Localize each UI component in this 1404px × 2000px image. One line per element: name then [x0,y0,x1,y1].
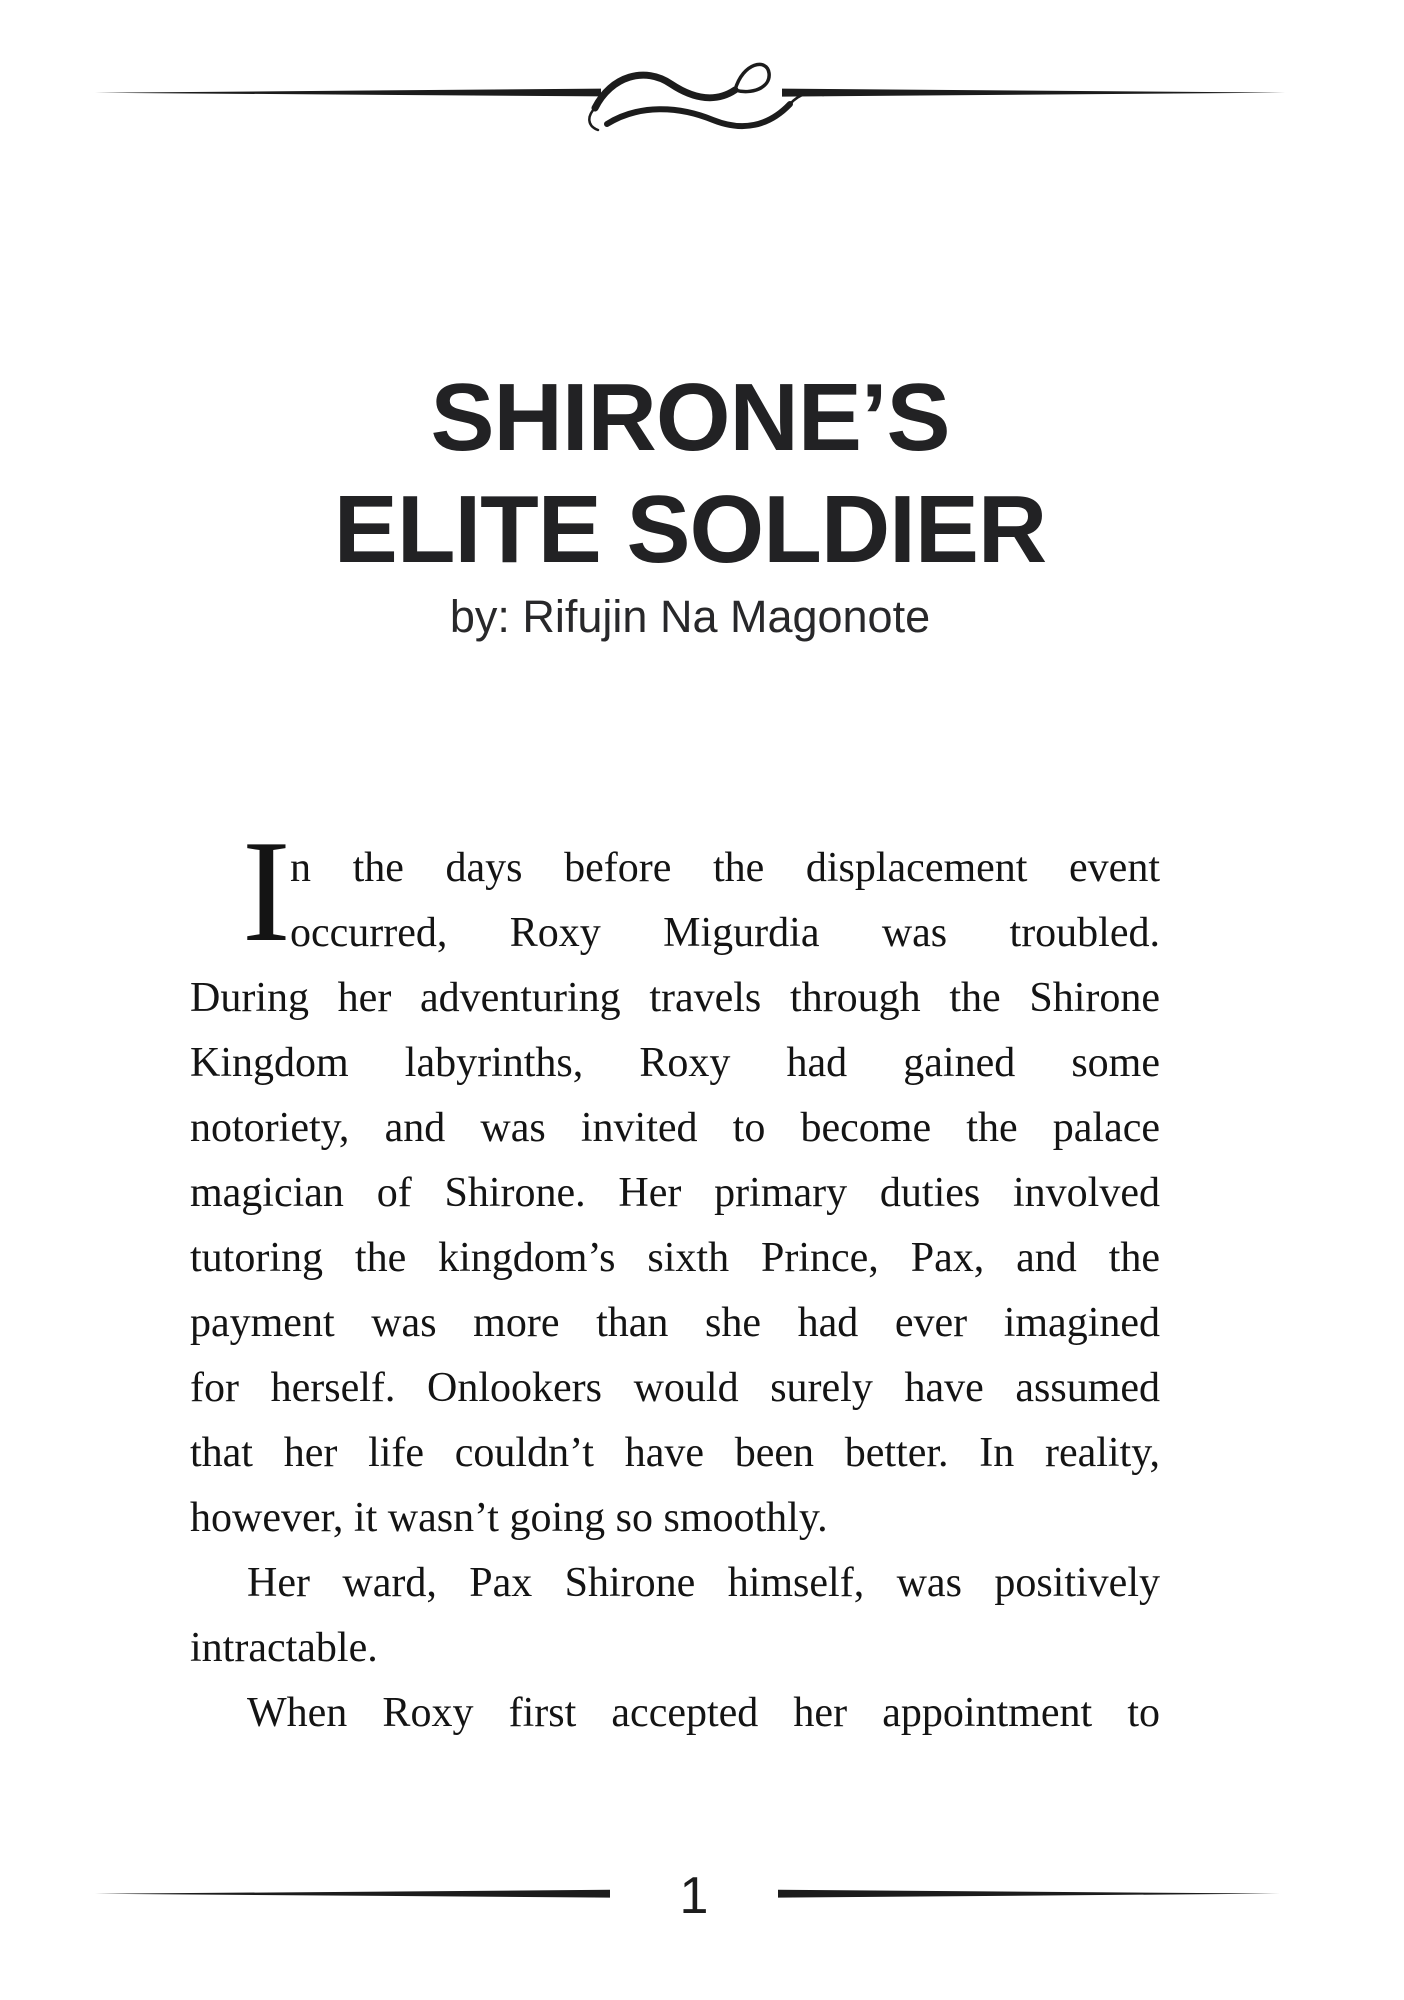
header-flourish-divider [95,50,1285,136]
title-block [95,362,1285,646]
page-number: 1 [679,1867,709,1925]
flourish-icon [589,64,823,130]
book-title-line1: SHIRONE’S [430,364,950,471]
header-rule-right [782,89,1285,97]
body-line: magician of Shirone. Her primary duties involved [190,1170,1160,1216]
body-line: however, it wasn’t going so smoothly. [190,1495,828,1541]
body-line: payment was more than she had ever imagined [190,1300,1160,1346]
footer [95,1867,1285,1930]
body-line: n the days before the displacement event [290,845,1160,891]
body-line: When Roxy first accepted her appointment to [247,1690,1160,1736]
body-line: occurred, Roxy Migurdia was troubled. [290,910,1160,956]
book-title-line2: ELITE SOLDIER [333,476,1047,583]
body-line: Her ward, Pax Shirone himself, was positively [247,1560,1160,1606]
body-line: During her adventuring travels through the Shirone [190,975,1160,1021]
footer-rule-right [778,1890,1280,1898]
body-line: intractable. [190,1625,378,1671]
footer-rule-left [95,1890,610,1898]
header-rule-left [95,89,601,97]
body-line: tutoring the kingdom’s sixth Prince, Pax, and the [190,1235,1160,1281]
body-line: that her life couldn’t have been better. In reality, [190,1430,1160,1476]
body-text [190,810,1160,1746]
body-line: for herself. Onlookers would surely have assumed [190,1365,1160,1411]
drop-cap: I [242,810,291,972]
body-line: Kingdom labyrinths, Roxy had gained some [190,1040,1160,1086]
byline: by: Rifujin Na Magonote [449,591,931,642]
body-line: notoriety, and was invited to become the palace [190,1105,1160,1151]
